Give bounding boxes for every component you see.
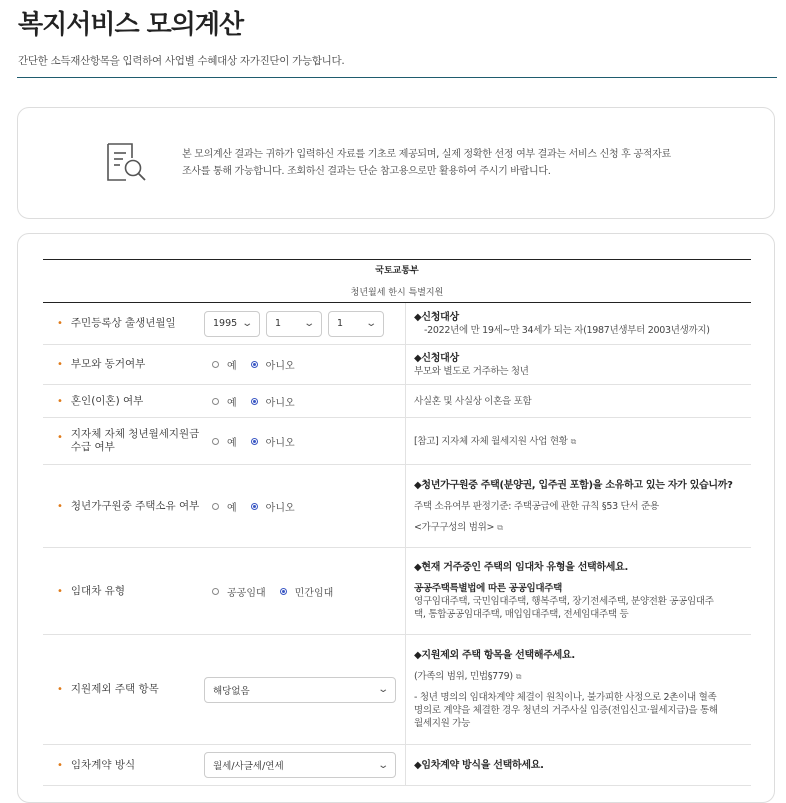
bullet-icon: • (57, 395, 63, 407)
row-label: 임대차 유형 (70, 584, 125, 597)
row-label: 지자체 자체 청년월세지원금 수급 여부 (70, 428, 200, 453)
chevron-down-icon: ⌄ (240, 318, 253, 329)
ministry-name: 국토교통부 (375, 266, 419, 276)
title-divider (17, 77, 777, 78)
page-description: 간단한 소득재산항목을 입력하여 사업별 수혜대상 자가진단이 가능합니다. (18, 55, 345, 67)
row-description: ◆지원제외 주택 항목을 선택해주세요. (가족의 범위, 민법§779) ⧉ - 청년 명의의 임대차계약 체결이 원칙이나, 불가피한 사정으로 2촌이내 혈족 명의로 계약을 체결한 경우 청년의 거주사실 입증(전입신고·월세지급)을 통해 월세지원 가능 (406, 635, 751, 744)
birth-year-select[interactable]: 1995 ⌄ (204, 311, 260, 337)
row-label: 청년가구원중 주택소유 여부 (70, 499, 200, 512)
cohabit-yes-radio[interactable]: 예 (212, 357, 237, 372)
table-row-cohabitation (43, 345, 751, 385)
bullet-icon: • (57, 585, 63, 597)
bullet-icon: • (57, 432, 63, 443)
notice-text: 본 모의계산 결과는 귀하가 입력하신 자료를 기초로 제공되며, 실제 정확한 선정 여부 결과는 서비스 신청 후 공적자료 조사를 통해 가능합니다. 조회하신 결과는 단순 참고용으로만 활용하여 주시기 바랍니다. (182, 149, 671, 177)
external-link-icon: ⧉ (570, 436, 576, 446)
local-subsidy-yes-radio[interactable]: 예 (212, 434, 237, 449)
chevron-down-icon: ⌄ (302, 318, 315, 329)
page-title: 복지서비스 모의계산 (18, 10, 244, 40)
table-row-birthdate (43, 303, 751, 345)
chevron-down-icon: ⌄ (376, 759, 389, 771)
bullet-icon: • (57, 684, 63, 695)
house-yes-radio[interactable]: 예 (212, 499, 237, 514)
table-row-lease-type (43, 548, 751, 635)
birth-month-select[interactable]: 1 ⌄ (266, 311, 322, 337)
public-rental-radio[interactable]: 공공임대 (212, 584, 266, 599)
row-description: ◆신청대상 부모와 별도로 거주하는 청년 (414, 352, 529, 377)
local-subsidy-no-radio[interactable]: 아니오 (251, 434, 295, 449)
family-scope-link[interactable]: (가족의 범위, 민법§779) ⧉ (414, 671, 522, 682)
table-row-contract-type (43, 745, 751, 786)
excluded-housing-select[interactable]: 해당없음 ⌄ (204, 677, 396, 703)
program-name: 청년월세 한시 특별지원 (350, 288, 444, 298)
chevron-down-icon: ⌄ (376, 684, 389, 695)
cohabit-no-radio[interactable]: 아니오 (251, 357, 295, 372)
row-label: 부모와 동거여부 (70, 358, 146, 370)
row-label: 주민등록상 출생년월일 (70, 317, 176, 329)
chevron-down-icon: ⌄ (364, 318, 377, 329)
external-link-icon: ⧉ (515, 672, 522, 681)
row-label: 혼인(이혼) 여부 (70, 394, 144, 407)
local-subsidy-link[interactable]: [참고] 지자체 자체 월세지원 사업 현황 ⧉ (414, 435, 576, 447)
notice-box (17, 107, 775, 219)
external-link-icon: ⧉ (497, 522, 503, 532)
row-description: ◆현재 거주중인 주택의 임대차 유형을 선택하세요. 공공주택특별법에 따른 공공임대주택 영구임대주택, 국민임대주택, 행복주택, 장기전세주택, 분양전환 공공임대주 택, 통합공공임대주택, 매입임대주택, 전세임대주택 등 (414, 562, 714, 620)
bullet-icon: • (57, 318, 63, 329)
private-rental-radio[interactable]: 민간임대 (280, 584, 334, 599)
row-description: 사실혼 및 사실상 이혼을 포함 (414, 395, 532, 407)
household-scope-link[interactable]: <가구구성의 범위> ⧉ (414, 521, 503, 533)
house-no-radio[interactable]: 아니오 (251, 499, 295, 514)
eligibility-table (43, 259, 751, 786)
row-label: 임차계약 방식 (70, 758, 136, 771)
row-description: ◆신청대상 -2022년에 만 19세~만 34세가 되는 자(1987년생부터 2003년생까지) (414, 311, 710, 336)
marriage-no-radio[interactable]: 아니오 (251, 394, 295, 409)
bullet-icon: • (57, 759, 63, 771)
marriage-yes-radio[interactable]: 예 (212, 394, 237, 409)
table-row-local-subsidy (43, 418, 751, 465)
row-description: ◆임차계약 방식을 선택하세요. (414, 759, 544, 771)
table-header (43, 259, 751, 303)
contract-type-select[interactable]: 월세/사글세/연세 ⌄ (204, 752, 396, 778)
table-row-marriage (43, 385, 751, 418)
row-description (406, 418, 751, 464)
bullet-icon: • (57, 359, 63, 370)
row-label: 지원제외 주택 항목 (70, 683, 159, 695)
bullet-icon: • (57, 500, 63, 512)
birth-day-select[interactable]: 1 ⌄ (328, 311, 384, 337)
row-description: ◆청년가구원중 주택(분양권, 입주권 포함)을 소유하고 있는 자가 있습니까? 주택 소유여부 판정기준: 주택공급에 관한 규칙 §53 단서 준용 <가구구성의 범위> ⧉ (406, 465, 751, 547)
table-row-house-ownership (43, 465, 751, 548)
document-search-icon (104, 142, 148, 184)
calculator-panel (17, 233, 775, 803)
table-row-excluded-housing (43, 635, 751, 745)
